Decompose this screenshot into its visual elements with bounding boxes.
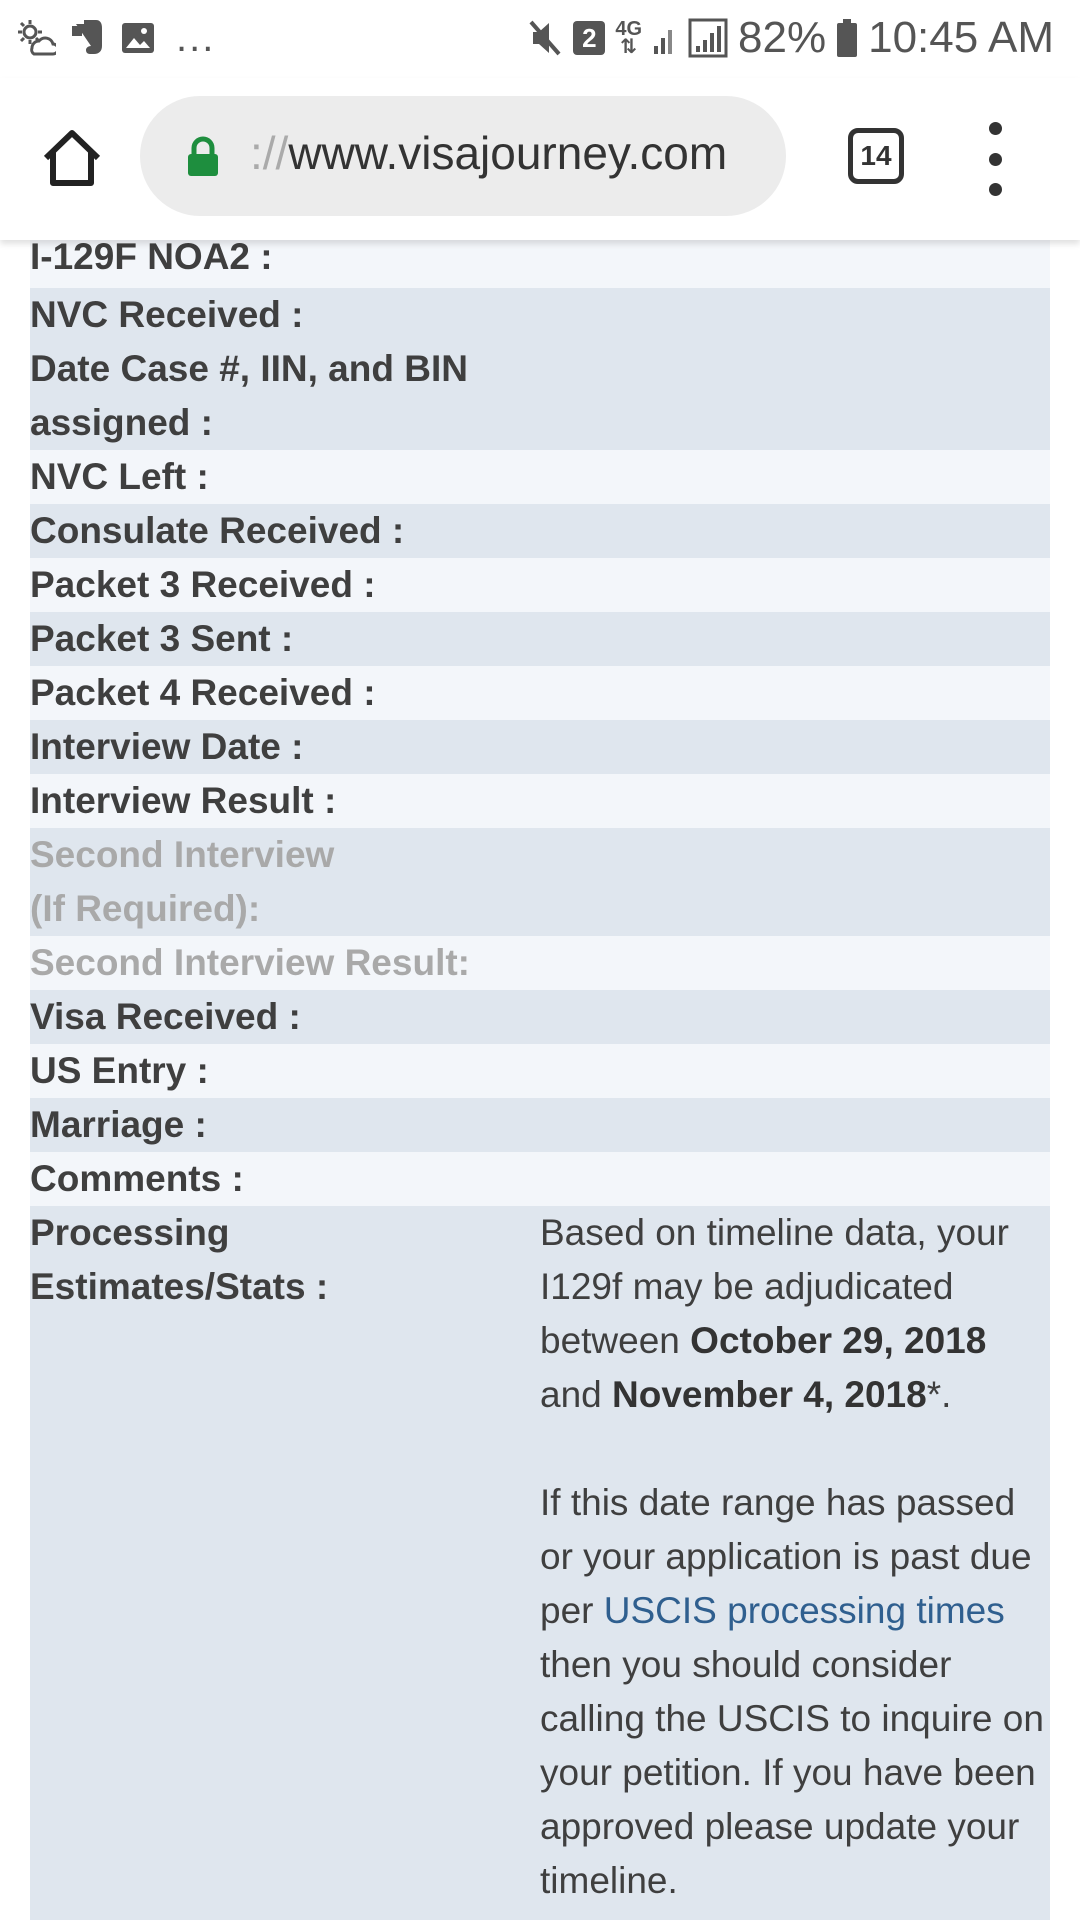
table-row [30,774,1050,828]
row-label-packet3-received: Packet 3 Received : [30,564,376,605]
table-row [30,936,1050,990]
evernote-icon [70,18,106,58]
row-label-i129f-noa2: I-129F NOA2 : [30,240,273,277]
row-label-consulate-received: Consulate Received : [30,510,405,551]
home-button[interactable] [40,128,104,188]
table-row [30,1206,1050,1920]
timeline-table [30,240,1050,1920]
row-label-nvc-received: NVC Received : [30,294,304,335]
mute-icon [527,18,563,58]
weather-icon [16,18,56,58]
menu-dot-icon [989,153,1002,166]
row-value [540,1044,1050,1098]
table-row [30,612,1050,666]
browser-toolbar [0,78,1080,240]
row-label-packet3-sent: Packet 3 Sent : [30,618,294,659]
tab-switcher-button[interactable]: 14 [848,128,904,184]
row-value [540,504,1050,558]
estimate-and: and [540,1374,613,1415]
row-value [540,990,1050,1044]
paragraph-gap [540,1422,1044,1476]
row-label-nvc-left: NVC Left : [30,456,209,497]
url-text [250,126,727,180]
row-value [540,612,1050,666]
row-label-packet4-received: Packet 4 Received : [30,672,376,713]
signal-strength-icon-1 [652,20,678,56]
url-scheme: :// [250,127,289,179]
estimate-advice-after-link: then you should consider calling the USCIS to inquire on your petition. If you have been approved please update your timeline. [540,1644,1044,1901]
row-value [540,450,1050,504]
row-label-case-assigned: Date Case #, IIN, and BIN assigned : [30,348,468,443]
estimate-advice-before-link: If this date range has passed or your application is past due per [540,1482,1032,1631]
table-row [30,666,1050,720]
table-row [30,288,1050,342]
row-label-comments: Comments : [30,1158,244,1199]
row-value [540,288,1050,342]
processing-estimate-text [540,1206,1050,1920]
signal-strength-icon-2 [688,18,728,58]
row-label-interview-result: Interview Result : [30,780,337,821]
estimate-end-date: November 4, 2018 [612,1374,927,1415]
estimate-start-date: October 29, 2018 [690,1320,987,1361]
row-value [490,342,1000,450]
row-value [540,774,1050,828]
network-type-indicator: 4G ⇅ [615,18,643,58]
table-row [30,342,1050,450]
row-label-processing-estimates: Processing Estimates/Stats : [30,1212,329,1307]
row-value [540,720,1050,774]
table-row [30,240,1050,288]
table-row [30,450,1050,504]
menu-dot-icon [989,183,1002,196]
table-row [30,1044,1050,1098]
row-label-visa-received: Visa Received : [30,996,301,1037]
battery-percent: 82% [738,13,827,62]
row-value [540,1098,1050,1152]
home-icon [40,128,104,188]
table-row [30,558,1050,612]
row-value [540,666,1050,720]
status-bar [0,0,1080,78]
row-label-marriage: Marriage : [30,1104,207,1145]
table-row [30,504,1050,558]
row-value [360,828,870,936]
battery-icon [836,18,858,58]
table-row [30,990,1050,1044]
status-bar-notifications [16,10,215,66]
estimate-intro: Based on timeline data, your I129f may be adjudicated between [540,1212,1009,1361]
table-row [30,828,1050,936]
uscis-processing-times-link[interactable]: USCIS processing times [603,1590,1005,1631]
menu-dot-icon [989,122,1002,135]
status-bar-system [527,10,1054,66]
table-row [30,1098,1050,1152]
network-type-label: 4G [615,18,643,40]
lock-icon [186,136,220,178]
notification-count-badge: 2 [573,21,605,55]
row-value [540,240,1050,288]
url-host: www.visajourney.com [288,127,728,179]
row-value [540,558,1050,612]
clock: 10:45 AM [868,13,1054,62]
row-value [540,936,1050,990]
row-label-second-interview-result: Second Interview Result: [30,942,470,983]
estimate-asterisk: *. [926,1374,952,1415]
row-value [540,1152,1050,1206]
row-label-interview-date: Interview Date : [30,726,304,767]
image-icon [120,20,156,56]
more-notifications: ... [176,15,216,60]
overflow-menu-button[interactable] [980,122,1010,196]
address-bar[interactable] [140,96,786,216]
table-row [30,720,1050,774]
table-row [30,1152,1050,1206]
row-label-us-entry: US Entry : [30,1050,209,1091]
row-label-second-interview: Second Interview (If Required): [30,834,335,929]
